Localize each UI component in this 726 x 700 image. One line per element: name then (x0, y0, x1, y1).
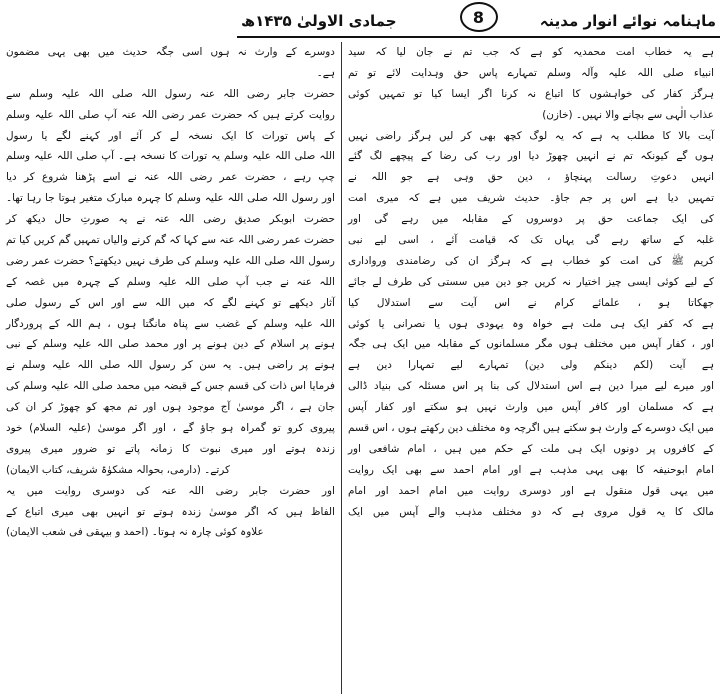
text-line: میں ایک دوسرے کے وارث ہو سکتے ہیں اگرچہ وہ مختلف دین رکھتے ہوں ، اس قسم (347, 422, 714, 435)
text-line: اور ، کفار آپس میں مختلف ہوں مگر مسلمانوں کے مقابلہ میں ایک ہی جگہ (347, 338, 714, 351)
text-line: کی ایک جماعت حق پر دوسروں کے مقابلہ میں رہے گی اور (347, 213, 714, 226)
text-line: پیروی کرو تو گمراہ ہو جاؤ گے ، اور اگر موسیٰ (علیہ السلام) خود (6, 422, 335, 435)
text-line: مالک کا یہ قول مروی ہے کہ دو مختلف مذہب والے آپس میں ایک (347, 505, 714, 518)
text-line: ہرگز کفار کی خواہشوں کا اتباع نہ کرنا اگر ایسا کیا تو تمہیں کوئی (347, 87, 714, 100)
magazine-page (6, 0, 726, 700)
text-line: ہے کہ کفر ایک ہی ملت ہے خواہ وہ یہودی ہوں یا نصرانی یا کوئی (347, 317, 714, 330)
text-line: علاوہ کوئی چارہ نہ ہوتا۔ (احمد و بیہقی فی شعب الایمان) (6, 526, 264, 539)
column-divider (341, 42, 342, 694)
text-line: الفاظ ہیں کہ اگر موسیٰ زندہ ہوتے تو انہیں بھی میری اتباع کے (6, 505, 335, 518)
text-line: امام ابوحنیفہ کا بھی یہی مذہب ہے اور امام احمد سے بھی ایک روایت (347, 463, 714, 476)
left-column (0, 42, 341, 694)
text-line: حضرت ابوبکر صدیق رضی اللہ عنہ نے یہ صورتِ حال دیکھ کر (6, 213, 335, 226)
text-line: رسول اللہ صلی اللہ علیہ وسلم کی طرف نہیں دیکھتے؟ حضرت عمر رضی (6, 254, 335, 267)
text-line: غلبہ کے ساتھ رہے گی یہاں تک کہ قیامت آئے ، اسی لیے نبی (347, 234, 714, 247)
text-line: زندہ ہوتے اور میری نبوت کا زمانہ پاتے تو ضرور میری پیروی (6, 442, 335, 455)
text-line: اللہ عنہ نے جب آپ صلی اللہ علیہ وسلم کے چہرہ میں غصہ کے (6, 275, 335, 288)
text-line: کرتے۔ (دارمی، بحوالہ مشکوٰۃ شریف، کتاب الایمان) (6, 463, 230, 476)
text-line: ہے آیت (لکم دینکم ولی دین) تمہارے لیے تمہارا دین ہے (347, 359, 714, 372)
text-line: ہے۔ (316, 66, 335, 79)
text-line: کریم ﷺ کی امت کو خطاب ہے کہ ہرگز ان کی رضامندی ورواداری (347, 254, 714, 267)
text-line: کے کافروں پر دونوں ایک ہی ملت کے حکم میں ہیں ، امام شافعی اور (347, 442, 714, 455)
text-line: حضرت عمر رضی اللہ عنہ سے کہا کہ گم کرنے والیاں تمہیں گم کریں کیا تم (6, 234, 335, 247)
text-line: اللہ صلی اللہ علیہ وسلم یہ تورات کا نسخہ ہے۔ آپ صلی اللہ علیہ وسلم (6, 150, 335, 163)
text-line: عذاب الٰہی سے بچانے والا نہیں۔ (خازن) (542, 108, 714, 121)
text-line: اور حضرت جابر رضی اللہ عنہ کی دوسری روایت میں یہ (6, 484, 335, 497)
text-line: اور رسول اللہ صلی اللہ علیہ وسلم کا چہرہ مبارک متغیر ہوتا جا رہا تھا۔ (6, 192, 335, 205)
text-line: چپ رہے ، حضرت عمر رضی اللہ عنہ نے اسے پڑھنا شروع کر دیا (6, 171, 335, 184)
text-columns (6, 42, 720, 694)
text-line: اللہ علیہ وسلم کے غضب سے پناہ مانگتا ہوں ، ہم اللہ کے پروردگار (6, 317, 335, 330)
text-line: انہیں دعوتِ رسالت پہنچاؤ ، دین حق وہی ہے جو اللہ نے (347, 171, 714, 184)
text-line: ہونے پر اسلام کے دین ہونے پر اور محمد صلی اللہ علیہ وسلم کے نبی (6, 338, 335, 351)
text-line: ہے کہ مسلمان اور کافر آپس میں وارث نہیں ہو سکتے اور کفار آپس (347, 401, 714, 414)
text-line: جھکاتا ہو ، علمائے کرام نے اس آیت سے استدلال کیا (347, 296, 714, 309)
text-line: جان ہے ، اگر موسیٰ آج موجود ہوں اور تم مجھ کو چھوڑ کر ان کی (6, 401, 335, 414)
text-line: فرمایا اس ذات کی قسم جس کے قبضہ میں محمد صلی اللہ علیہ وسلم کی (6, 380, 335, 393)
text-line: آثار دیکھے تو کہنے لگے کہ میں اللہ سے اور اس کے رسول صلی (6, 296, 335, 309)
text-line: کے لیے کوئی ایسی چیز اختیار نہ کریں جو دین میں سستی کی طرف لے جائے (347, 275, 714, 288)
text-line: دوسرے کے وارث نہ ہوں اسی جگہ حدیث میں بھی یہی مضمون (6, 46, 335, 58)
text-line: آیت بالا کا مطلب یہ ہے کہ یہ لوگ کچھ بھی کر لیں ہرگز راضی نہیں (347, 129, 714, 142)
text-line: حضرت جابر رضی اللہ عنہ رسول اللہ صلی اللہ علیہ وسلم سے (6, 87, 335, 100)
magazine-title: ماہنامہ نوائے انوار مدینہ (539, 12, 716, 30)
text-line: تمہیں دیا ہے اس پر جم جاؤ۔ حدیث شریف میں ہے کہ میری امت (347, 192, 714, 205)
text-line: ہے یہ خطاب امت محمدیہ کو ہے کہ جب تم نے جان لیا کہ سید (347, 46, 714, 58)
text-line: میں یہی قول منقول ہے اور دوسری روایت میں امام احمد اور امام (347, 484, 714, 497)
text-line: روایت کرتے ہیں کہ حضرت عمر رضی اللہ عنہ آپ صلی اللہ علیہ وسلم (6, 108, 335, 121)
text-line: انبیاء صلی اللہ علیہ وآلہ وسلم تمہارے پاس حق وہدایت لائے تو تم (347, 66, 714, 79)
issue-date: جمادی الاولیٰ ۱۴۳۵ھ (241, 12, 397, 30)
text-line: اور میرے لیے میرا دین ہے اس استدلال کی بنا پر اس مسئلہ کی بنیاد ڈالی (347, 380, 714, 393)
text-line: ہونے پر راضی ہیں۔ یہ سن کر رسول اللہ صلی اللہ علیہ وسلم نے (6, 359, 335, 372)
page-number: 8 (460, 2, 498, 32)
text-line: کے پاس تورات کا ایک نسخہ لے کر آئے اور کہنے لگے یا رسول (6, 129, 335, 142)
text-line: ہوں گے کیونکہ تم نے انہیں چھوڑ دیا اور رب کی رضا کے پیچھے لگ گئے (347, 150, 714, 163)
right-column (342, 42, 720, 694)
